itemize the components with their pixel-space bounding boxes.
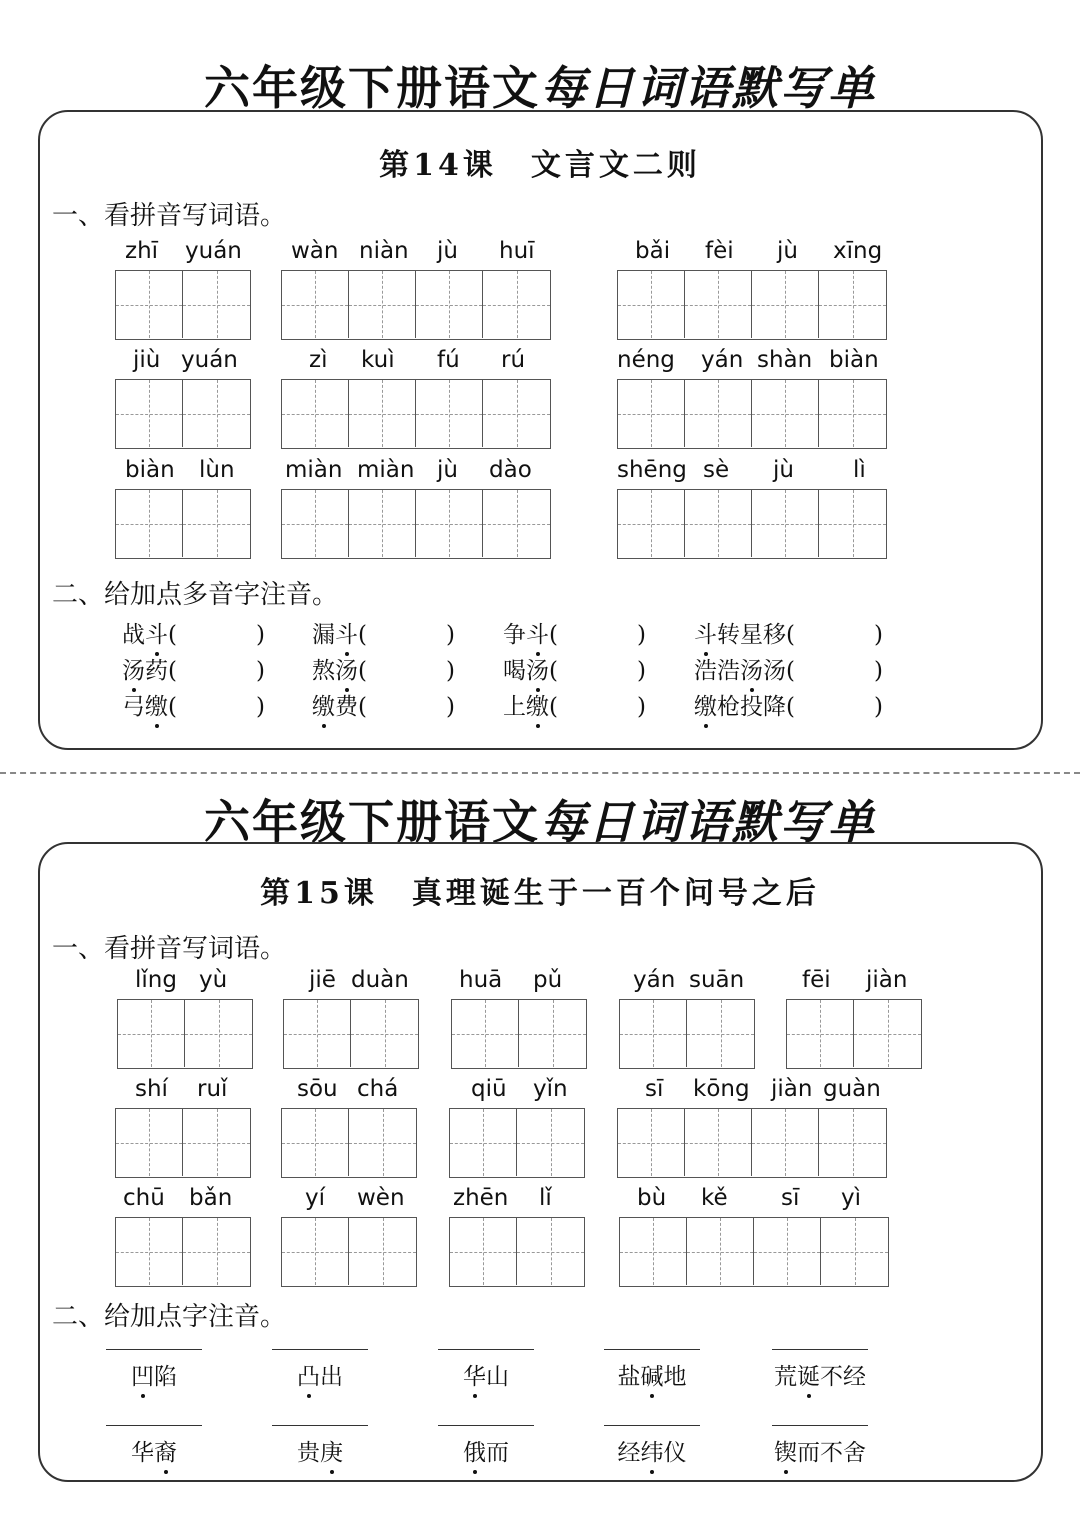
writing-boxes[interactable]: [617, 270, 887, 340]
annotate-word: [604, 1434, 700, 1467]
writing-cell[interactable]: [685, 1109, 752, 1176]
word-group: [617, 347, 887, 451]
annotate-item[interactable]: [272, 1349, 368, 1391]
pinyin-syllable: shàn: [757, 347, 813, 373]
word-part: 争: [503, 622, 526, 648]
pinyin-syllable: kuì: [361, 347, 395, 373]
polyphone-item[interactable]: [503, 652, 646, 685]
word-group: [281, 347, 551, 451]
pinyin-syllable: wèn: [357, 1185, 405, 1211]
word-group: [449, 1185, 585, 1289]
pinyin-syllable: jiàn: [771, 1076, 813, 1102]
pinyin-syllable: yuán: [185, 238, 242, 264]
writing-boxes[interactable]: [281, 1108, 417, 1178]
dotted-char: 锲: [774, 1434, 797, 1467]
cut-line: [0, 772, 1080, 774]
answer-blank[interactable]: ): [874, 622, 883, 648]
writing-cell[interactable]: [821, 1218, 888, 1285]
pinyin-syllable: sī: [781, 1185, 800, 1211]
dotted-char: 斗: [335, 616, 358, 649]
writing-cell[interactable]: [349, 380, 416, 447]
dotted-char: 缴: [526, 688, 549, 721]
answer-blank[interactable]: ): [446, 658, 455, 684]
dotted-char: 俄: [463, 1434, 486, 1467]
annotate-word: [438, 1358, 534, 1391]
word-part: 战: [122, 622, 145, 648]
word-part: 经: [617, 1440, 641, 1466]
dotted-char: 斗: [694, 616, 717, 649]
writing-cell[interactable]: [282, 490, 349, 557]
word-part: 而: [486, 1440, 509, 1466]
pinyin-syllable: zhī: [125, 238, 159, 264]
writing-cell[interactable]: [116, 380, 183, 447]
annotate-word: [772, 1434, 868, 1467]
pinyin-syllable: lǐng: [135, 967, 177, 993]
sheet2-section1-heading: 一、看拼音写词语。: [52, 934, 287, 964]
writing-cell[interactable]: [752, 490, 819, 557]
writing-cell[interactable]: [183, 490, 250, 557]
writing-cell[interactable]: [349, 271, 416, 338]
pinyin-syllable: yán: [701, 347, 744, 373]
word-group: [115, 347, 251, 451]
writing-cell[interactable]: [754, 1218, 821, 1285]
word-group: [115, 457, 251, 561]
pinyin-syllable: kě: [701, 1185, 728, 1211]
pinyin-syllable: dào: [489, 457, 532, 483]
writing-boxes[interactable]: [451, 999, 587, 1069]
writing-cell[interactable]: [819, 271, 886, 338]
polyphone-item[interactable]: [122, 616, 265, 649]
annotate-item[interactable]: [604, 1349, 700, 1391]
annotate-word: [272, 1358, 368, 1391]
writing-cell[interactable]: [517, 1109, 584, 1176]
writing-boxes[interactable]: [617, 489, 887, 559]
dotted-char: 凹: [131, 1358, 154, 1391]
polyphone-item[interactable]: [503, 616, 646, 649]
pinyin-syllable: suān: [689, 967, 745, 993]
paren-open: (: [358, 622, 367, 648]
answer-line[interactable]: [106, 1349, 202, 1350]
writing-cell[interactable]: [685, 380, 752, 447]
dotted-char: 纬: [641, 1434, 664, 1467]
word-group: [619, 1185, 889, 1289]
pinyin-syllable: sī: [645, 1076, 664, 1102]
writing-cell[interactable]: [282, 271, 349, 338]
pinyin-syllable: huī: [499, 238, 535, 264]
answer-line[interactable]: [438, 1349, 534, 1350]
word-part: 上: [503, 694, 526, 720]
writing-boxes[interactable]: [449, 1108, 585, 1178]
pinyin-syllable: sōu: [297, 1076, 338, 1102]
writing-cell[interactable]: [416, 271, 483, 338]
pinyin-syllable: qiū: [471, 1076, 507, 1102]
word-group: [281, 238, 551, 342]
pinyin-syllable: yǐn: [533, 1076, 568, 1102]
word-part: 盐: [617, 1364, 641, 1390]
answer-blank[interactable]: ): [446, 694, 455, 720]
pinyin-syllable: fèi: [705, 238, 734, 264]
writing-cell[interactable]: [450, 1218, 517, 1285]
sheet1-title: [0, 52, 1080, 118]
paren-open: (: [549, 622, 558, 648]
annotate-word: [772, 1358, 868, 1391]
word-group: [617, 1076, 887, 1180]
word-group: [115, 1076, 251, 1180]
answer-blank[interactable]: ): [637, 622, 646, 648]
writing-boxes[interactable]: [281, 489, 551, 559]
sheet2-title-main: 六年级下册语文: [204, 795, 540, 849]
word-part: 仪: [663, 1440, 687, 1466]
word-group: [451, 967, 587, 1071]
dotted-char: 汤: [335, 652, 358, 685]
answer-line[interactable]: [604, 1349, 700, 1350]
pinyin-syllable: bù: [637, 1185, 667, 1211]
writing-boxes[interactable]: [115, 379, 251, 449]
dotted-char: 凸: [297, 1358, 320, 1391]
annotate-word: [106, 1434, 202, 1467]
dotted-char: 汤: [526, 652, 549, 685]
writing-cell[interactable]: [452, 1000, 519, 1067]
pinyin-syllable: fú: [437, 347, 460, 373]
annotate-item[interactable]: [106, 1349, 202, 1391]
answer-blank[interactable]: ): [874, 694, 883, 720]
word-group: [617, 238, 887, 342]
writing-boxes[interactable]: [281, 379, 551, 449]
paren-open: (: [786, 622, 795, 648]
dotted-char: 诞: [797, 1358, 820, 1391]
polyphone-item[interactable]: [694, 688, 883, 721]
writing-boxes[interactable]: [115, 1108, 251, 1178]
writing-cell[interactable]: [517, 1218, 584, 1285]
word-part: 汤: [763, 658, 786, 684]
writing-cell[interactable]: [116, 271, 183, 338]
pinyin-syllable: huā: [459, 967, 503, 993]
writing-cell[interactable]: [116, 490, 183, 557]
word-group: [449, 1076, 585, 1180]
sheet1-section1-heading: 一、看拼音写词语。: [52, 201, 287, 231]
pinyin-syllable: zì: [309, 347, 328, 373]
dotted-char: 缴: [694, 688, 717, 721]
writing-cell[interactable]: [183, 271, 250, 338]
writing-cell[interactable]: [620, 1000, 687, 1067]
word-part: 熬: [312, 658, 335, 684]
pinyin-syllable: yán: [633, 967, 676, 993]
pinyin-syllable: miàn: [357, 457, 415, 483]
dotted-char: 汤: [122, 652, 145, 685]
dotted-char: 碱: [641, 1358, 664, 1391]
dotted-char: 裔: [154, 1434, 177, 1467]
sheet2-title-hand: 每日词语默写单: [540, 795, 876, 849]
writing-cell[interactable]: [351, 1000, 418, 1067]
paren-open: (: [786, 694, 795, 720]
dotted-char: 华: [463, 1358, 486, 1391]
word-part: 枪投降: [717, 694, 786, 720]
dotted-char: 斗: [145, 616, 168, 649]
word-group: [283, 967, 419, 1071]
answer-blank[interactable]: ): [256, 658, 265, 684]
writing-cell[interactable]: [819, 380, 886, 447]
annotate-item[interactable]: [438, 1425, 534, 1467]
writing-cell[interactable]: [618, 380, 685, 447]
writing-boxes[interactable]: [617, 1108, 887, 1178]
answer-line[interactable]: [438, 1425, 534, 1426]
word-part: 喝: [503, 658, 526, 684]
sheet2-lesson-title: 第15课 真理诞生于一百个问号之后: [260, 876, 820, 911]
writing-cell[interactable]: [118, 1000, 185, 1067]
pinyin-syllable: guàn: [823, 1076, 881, 1102]
writing-boxes[interactable]: [115, 270, 251, 340]
writing-cell[interactable]: [185, 1000, 252, 1067]
word-part: 华: [131, 1440, 154, 1466]
answer-blank[interactable]: ): [874, 658, 883, 684]
annotate-item[interactable]: [106, 1425, 202, 1467]
writing-cell[interactable]: [620, 1218, 687, 1285]
pinyin-syllable: néng: [617, 347, 675, 373]
writing-cell[interactable]: [752, 380, 819, 447]
writing-cell[interactable]: [116, 1218, 183, 1285]
writing-cell[interactable]: [618, 1109, 685, 1176]
polyphone-item[interactable]: [694, 616, 883, 649]
pinyin-syllable: lì: [853, 457, 866, 483]
word-part: 出: [320, 1364, 343, 1390]
writing-boxes[interactable]: [283, 999, 419, 1069]
pinyin-syllable: yì: [841, 1185, 862, 1211]
sheet2-section2-heading: 二、给加点字注音。: [52, 1302, 287, 1332]
writing-boxes[interactable]: [115, 1217, 251, 1287]
pinyin-syllable: shí: [135, 1076, 168, 1102]
paren-open: (: [549, 658, 558, 684]
answer-line[interactable]: [604, 1425, 700, 1426]
writing-boxes[interactable]: [786, 999, 922, 1069]
paren-open: (: [358, 694, 367, 720]
pinyin-syllable: fēi: [802, 967, 831, 993]
pinyin-syllable: miàn: [285, 457, 343, 483]
pinyin-syllable: jù: [437, 457, 458, 483]
answer-line[interactable]: [272, 1425, 368, 1426]
answer-blank[interactable]: ): [637, 658, 646, 684]
pinyin-syllable: yuán: [181, 347, 238, 373]
word-part: 药: [145, 658, 168, 684]
pinyin-syllable: jiàn: [866, 967, 908, 993]
writing-cell[interactable]: [752, 271, 819, 338]
sheet1-title-hand: 每日词语默写单: [540, 61, 876, 115]
word-group: [281, 1076, 417, 1180]
sheet1-section2-heading: 二、给加点多音字注音。: [52, 580, 339, 610]
writing-cell[interactable]: [183, 1109, 250, 1176]
annotate-word: [438, 1434, 534, 1467]
dotted-char: 斗: [526, 616, 549, 649]
pinyin-syllable: yù: [199, 967, 228, 993]
writing-cell[interactable]: [618, 490, 685, 557]
paren-open: (: [358, 658, 367, 684]
writing-cell[interactable]: [687, 1000, 754, 1067]
writing-cell[interactable]: [416, 380, 483, 447]
answer-blank[interactable]: ): [637, 694, 646, 720]
polyphone-item[interactable]: [503, 688, 646, 721]
pinyin-syllable: jù: [773, 457, 794, 483]
pinyin-syllable: ruǐ: [197, 1076, 228, 1102]
polyphone-item[interactable]: [312, 652, 455, 685]
pinyin-syllable: jiù: [133, 347, 161, 373]
paren-open: (: [168, 622, 177, 648]
annotate-item[interactable]: [272, 1425, 368, 1467]
answer-blank[interactable]: ): [256, 694, 265, 720]
annotate-word: [272, 1434, 368, 1467]
pinyin-syllable: bǎn: [189, 1185, 233, 1211]
writing-boxes[interactable]: [617, 379, 887, 449]
annotate-item[interactable]: [772, 1425, 868, 1467]
writing-cell[interactable]: [687, 1218, 754, 1285]
annotate-item[interactable]: [604, 1425, 700, 1467]
writing-cell[interactable]: [819, 490, 886, 557]
word-part: 转星移: [717, 622, 786, 648]
word-part: 山: [486, 1364, 509, 1390]
writing-cell[interactable]: [685, 271, 752, 338]
paren-open: (: [168, 694, 177, 720]
dotted-char: 缴: [312, 688, 335, 721]
pinyin-syllable: rú: [501, 347, 526, 373]
pinyin-syllable: jiē: [309, 967, 336, 993]
word-part: 弓: [122, 694, 145, 720]
writing-boxes[interactable]: [449, 1217, 585, 1287]
word-part: 陷: [154, 1364, 177, 1390]
answer-line[interactable]: [106, 1425, 202, 1426]
word-group: [115, 238, 251, 342]
pinyin-syllable: jù: [437, 238, 458, 264]
polyphone-item[interactable]: [694, 652, 883, 685]
writing-cell[interactable]: [282, 1109, 349, 1176]
word-part: 贵: [297, 1440, 320, 1466]
word-group: [281, 1185, 417, 1289]
pinyin-syllable: lǐ: [539, 1185, 552, 1211]
answer-blank[interactable]: ): [446, 622, 455, 648]
pinyin-syllable: kōng: [693, 1076, 750, 1102]
annotate-word: [604, 1358, 700, 1391]
writing-cell[interactable]: [349, 490, 416, 557]
word-group: [786, 967, 922, 1071]
writing-cell[interactable]: [483, 380, 550, 447]
writing-cell[interactable]: [618, 271, 685, 338]
pinyin-syllable: sè: [703, 457, 730, 483]
writing-cell[interactable]: [685, 490, 752, 557]
writing-cell[interactable]: [519, 1000, 586, 1067]
paren-open: (: [786, 658, 795, 684]
word-group: [117, 967, 253, 1071]
writing-cell[interactable]: [483, 271, 550, 338]
pinyin-syllable: yí: [305, 1185, 326, 1211]
writing-cell[interactable]: [183, 1218, 250, 1285]
pinyin-syllable: xīng: [833, 238, 883, 264]
pinyin-syllable: shēng: [617, 457, 687, 483]
writing-cell[interactable]: [116, 1109, 183, 1176]
pinyin-syllable: biàn: [125, 457, 175, 483]
polyphone-item[interactable]: [122, 688, 265, 721]
annotate-item[interactable]: [438, 1349, 534, 1391]
writing-cell[interactable]: [416, 490, 483, 557]
writing-boxes[interactable]: [115, 489, 251, 559]
pinyin-syllable: duàn: [351, 967, 409, 993]
pinyin-syllable: niàn: [359, 238, 409, 264]
polyphone-item[interactable]: [312, 616, 455, 649]
word-group: [115, 1185, 251, 1289]
word-part: 地: [663, 1364, 687, 1390]
polyphone-item[interactable]: [312, 688, 455, 721]
writing-cell[interactable]: [282, 380, 349, 447]
pinyin-syllable: pǔ: [533, 967, 563, 993]
writing-cell[interactable]: [183, 380, 250, 447]
sheet1-title-main: 六年级下册语文: [204, 61, 540, 115]
pinyin-syllable: wàn: [291, 238, 339, 264]
writing-boxes[interactable]: [281, 270, 551, 340]
writing-boxes[interactable]: [619, 1217, 889, 1287]
writing-cell[interactable]: [819, 1109, 886, 1176]
writing-cell[interactable]: [854, 1000, 921, 1067]
word-group: [619, 967, 755, 1071]
word-group: [617, 457, 887, 561]
word-part: 漏: [312, 622, 335, 648]
writing-cell[interactable]: [282, 1218, 349, 1285]
sheet1-lesson-title: 第14课 文言文二则: [379, 148, 701, 183]
dotted-char: 庚: [320, 1434, 343, 1467]
writing-boxes[interactable]: [117, 999, 253, 1069]
pinyin-syllable: bǎi: [635, 238, 671, 264]
word-part: 而不舍: [797, 1440, 866, 1466]
annotate-item[interactable]: [772, 1349, 868, 1391]
writing-cell[interactable]: [483, 490, 550, 557]
writing-boxes[interactable]: [281, 1217, 417, 1287]
writing-cell[interactable]: [787, 1000, 854, 1067]
answer-line[interactable]: [272, 1349, 368, 1350]
writing-cell[interactable]: [349, 1218, 416, 1285]
polyphone-item[interactable]: [122, 652, 265, 685]
writing-cell[interactable]: [349, 1109, 416, 1176]
writing-cell[interactable]: [752, 1109, 819, 1176]
answer-blank[interactable]: ): [256, 622, 265, 648]
writing-boxes[interactable]: [619, 999, 755, 1069]
pinyin-syllable: chū: [123, 1185, 165, 1211]
word-part: 浩浩: [694, 658, 740, 684]
pinyin-syllable: zhēn: [453, 1185, 509, 1211]
writing-cell[interactable]: [284, 1000, 351, 1067]
dotted-char: 汤: [740, 652, 763, 685]
pinyin-syllable: biàn: [829, 347, 879, 373]
paren-open: (: [168, 658, 177, 684]
answer-line[interactable]: [772, 1349, 868, 1350]
paren-open: (: [549, 694, 558, 720]
answer-line[interactable]: [772, 1425, 868, 1426]
dotted-char: 缴: [145, 688, 168, 721]
word-part: 荒: [774, 1364, 797, 1390]
word-part: 不经: [820, 1364, 866, 1390]
pinyin-syllable: jù: [777, 238, 798, 264]
writing-cell[interactable]: [450, 1109, 517, 1176]
word-part: 费: [335, 694, 358, 720]
word-group: [281, 457, 551, 561]
pinyin-syllable: lùn: [199, 457, 235, 483]
annotate-word: [106, 1358, 202, 1391]
pinyin-syllable: chá: [357, 1076, 399, 1102]
